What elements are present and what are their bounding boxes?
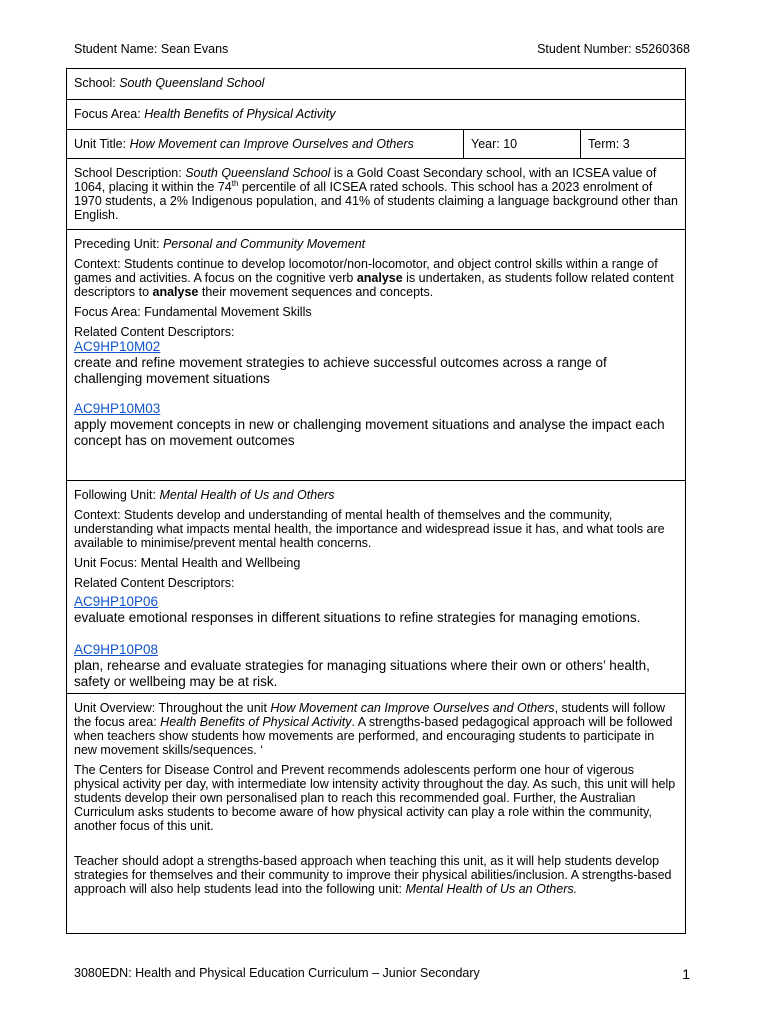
- descriptor-link-ac9hp10p06[interactable]: AC9HP10P06: [74, 594, 159, 609]
- year-label: Year:: [471, 137, 500, 151]
- unit-overview-row: [67, 694, 685, 933]
- preceding-descriptor: [74, 401, 678, 449]
- following-descriptor: [74, 594, 678, 626]
- term-value: 3: [622, 137, 630, 151]
- following-unit-row: [67, 481, 685, 694]
- following-unit-focus: Unit Focus: Mental Health and Wellbeing: [74, 556, 301, 570]
- unit-overview-p2: The Centers for Disease Control and Prevent recommends adolescents perform one hour of vigerous physical activity per day, with intermediate low intensity activity throughout the day. As such, this unit will help students develop their own personalised plan to reach this recommended goal. Further, the Australian Curriculum asks students to become aware of how physical activity can play a role within the community, another focus of this unit.: [74, 763, 676, 833]
- preceding-unit-row: [67, 230, 685, 481]
- descriptor-text: apply movement concepts in new or challenging movement situations and analyse the impact each concept has on movement outcomes: [74, 417, 665, 448]
- percentile-suffix: th: [231, 178, 239, 188]
- school-row: [67, 69, 685, 100]
- preceding-context-part: is undertaken, as students follow related content descriptors to: [74, 271, 674, 299]
- descriptor-text: create and refine movement strategies to achieve successful outcomes across a range of challenging movement situations: [74, 355, 607, 386]
- following-descriptors-label: Related Content Descriptors:: [74, 576, 235, 590]
- overview-following-unit: Mental Health of Us an Others.: [405, 882, 578, 896]
- preceding-unit-heading: [74, 237, 678, 251]
- preceding-context-bold: analyse: [356, 271, 403, 285]
- unit-overview-p3: [74, 854, 678, 896]
- overview-text: . A strengths-based pedagogical approach will be followed when teachers show students how movements are performed, and encouraging students to participate in new movement skills/sequences. ‘: [74, 715, 673, 757]
- unit-title-value: How Movement can Improve Ourselves and Others: [129, 137, 414, 151]
- overview-focus-area: Health Benefits of Physical Activity: [160, 715, 352, 729]
- unit-title-label: Unit Title:: [74, 137, 127, 151]
- student-number: [537, 42, 690, 56]
- school-description-text-2: percentile of all ICSEA rated schools. This school has a 2023 enrolment of 1970 students, a 2% Indigenous population, and 41% of students claiming a language background other than English.: [74, 180, 678, 222]
- preceding-context-part: their movement sequences and concepts.: [198, 285, 434, 299]
- following-unit-value: Mental Health of Us and Others: [159, 488, 335, 502]
- school-label: School:: [74, 76, 116, 90]
- overview-text: Unit Overview: Throughout the unit: [74, 701, 271, 715]
- descriptor-text: evaluate emotional responses in different situations to refine strategies for managing emotions.: [74, 610, 641, 625]
- school-description-label: School Description:: [74, 166, 182, 180]
- preceding-focus-area: Focus Area: Fundamental Movement Skills: [74, 305, 312, 319]
- preceding-descriptor: [74, 339, 678, 387]
- school-description: [74, 166, 678, 222]
- focus-area-row: [67, 100, 685, 130]
- student-number-value: s5260368: [635, 42, 690, 56]
- term-label: Term:: [588, 137, 620, 151]
- student-name-value: Sean Evans: [160, 42, 229, 56]
- descriptor-link-ac9hp10p08[interactable]: AC9HP10P08: [74, 642, 159, 657]
- student-number-label: Student Number:: [537, 42, 632, 56]
- preceding-context-bold: analyse: [152, 285, 199, 299]
- school-description-school-name: South Queensland School: [185, 166, 331, 180]
- focus-area-value: Health Benefits of Physical Activity: [144, 107, 336, 121]
- following-unit-label: Following Unit:: [74, 488, 156, 502]
- following-unit-heading: [74, 488, 678, 502]
- following-unit-context: Context: Students develop and understanding of mental health of themselves and the community, understanding what impacts mental health, the importance and widespread issue it has, and what tools are available to minimise/prevent mental health concerns.: [74, 508, 665, 550]
- preceding-context-part: Context: Students continue to develop locomotor/non-locomotor, and object control skills within a range of games and activities. A focus on the cognitive verb: [74, 257, 658, 285]
- footer-course: 3080EDN: Health and Physical Education Curriculum – Junior Secondary: [74, 966, 480, 980]
- year-value: 10: [503, 137, 518, 151]
- unit-title-row: [67, 130, 685, 159]
- unit-plan-table: [66, 68, 686, 934]
- descriptor-link-ac9hp10m02[interactable]: AC9HP10M02: [74, 339, 161, 354]
- overview-text: Teacher should adopt a strengths-based approach when teaching this unit, as it will help students develop strategies for themselves and their community to improve their physical abilities/inclusion. A strengths-based approach will also help students lead into the following unit:: [74, 854, 672, 896]
- preceding-unit-value: Personal and Community Movement: [162, 237, 366, 251]
- overview-unit-title: How Movement can Improve Ourselves and Others: [270, 701, 555, 715]
- preceding-descriptors-label: Related Content Descriptors:: [74, 325, 235, 339]
- page-number: 1: [682, 966, 690, 982]
- school-value: South Queensland School: [119, 76, 265, 90]
- school-description-row: [67, 159, 685, 230]
- unit-overview-p1: [74, 701, 678, 757]
- descriptor-link-ac9hp10m03[interactable]: AC9HP10M03: [74, 401, 161, 416]
- student-name: [74, 42, 228, 56]
- focus-area-label: Focus Area:: [74, 107, 141, 121]
- preceding-unit-label: Preceding Unit:: [74, 237, 160, 251]
- school-description-text-1: is a Gold Coast Secondary school, with an ICSEA value of 1064, placing it within the 74: [74, 166, 657, 194]
- overview-text: , students will follow the focus area:: [74, 701, 666, 729]
- descriptor-text: plan, rehearse and evaluate strategies for managing situations where their own or others’ health, safety or wellbeing may be at risk.: [74, 658, 650, 689]
- following-descriptor: [74, 642, 678, 690]
- student-name-label: Student Name:: [74, 42, 158, 56]
- preceding-unit-context: [74, 257, 678, 299]
